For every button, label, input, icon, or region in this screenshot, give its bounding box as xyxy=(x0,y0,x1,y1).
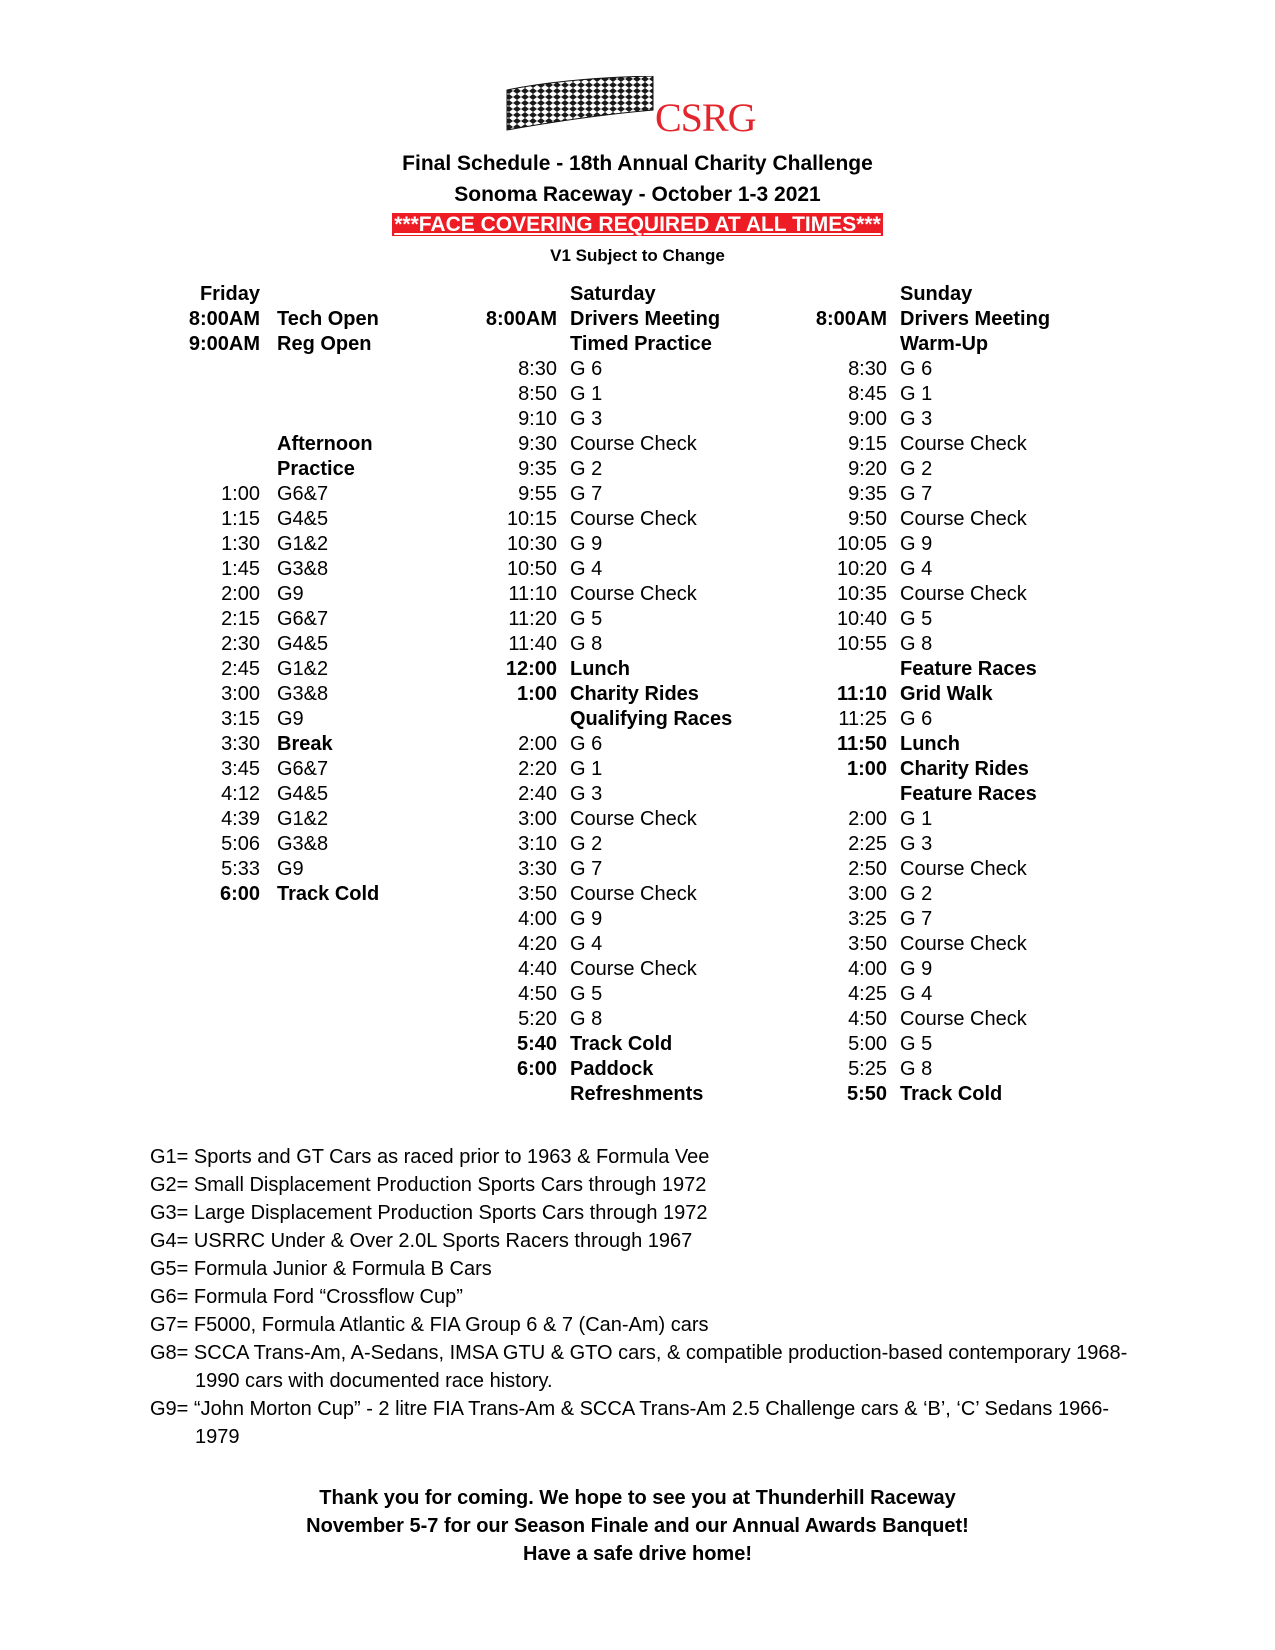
group-definition: G4= USRRC Under & Over 2.0L Sports Racers through 1967 xyxy=(150,1230,693,1252)
schedule-event: Track Cold xyxy=(570,1033,673,1055)
schedule-time: 8:30 xyxy=(518,358,557,380)
schedule-time: 3:30 xyxy=(221,733,260,755)
schedule-time: 5:06 xyxy=(221,833,260,855)
schedule-time: 2:00 xyxy=(518,733,557,755)
schedule-event: Course Check xyxy=(570,883,697,905)
csrg-logo xyxy=(505,76,765,138)
schedule-event: G 3 xyxy=(900,833,933,855)
schedule-time: 4:25 xyxy=(848,983,887,1005)
schedule-event: G1&2 xyxy=(277,658,329,680)
schedule-event: G 4 xyxy=(570,558,603,580)
schedule-time: 5:33 xyxy=(221,858,260,880)
schedule-time: 2:15 xyxy=(221,608,260,630)
schedule-time: 10:50 xyxy=(506,558,557,580)
schedule-event: Break xyxy=(277,733,333,755)
closing-line-1: Thank you for coming. We hope to see you at Thunderhill Raceway xyxy=(319,1487,956,1509)
schedule-time: 11:50 xyxy=(836,733,887,755)
schedule-event: G 7 xyxy=(570,483,603,505)
notice-text: ***FACE COVERING REQUIRED AT ALL TIMES*** xyxy=(394,213,881,236)
schedule-event: G1&2 xyxy=(277,533,329,555)
schedule-event: Track Cold xyxy=(900,1083,1003,1105)
closing-line-2: November 5-7 for our Season Finale and our Annual Awards Banquet! xyxy=(306,1515,969,1537)
schedule-event: G 5 xyxy=(570,608,603,630)
schedule-event: Feature Races xyxy=(900,783,1037,805)
schedule-time: 5:00 xyxy=(848,1033,887,1055)
schedule-time: 4:50 xyxy=(518,983,557,1005)
schedule-event: Course Check xyxy=(900,433,1027,455)
schedule-time: 3:50 xyxy=(848,933,887,955)
schedule-event: G 8 xyxy=(900,633,933,655)
schedule-time: 2:45 xyxy=(221,658,260,680)
schedule-time: 8:50 xyxy=(518,383,557,405)
schedule-time: 10:15 xyxy=(506,508,557,530)
schedule-event: G4&5 xyxy=(277,783,329,805)
group-definition: G7= F5000, Formula Atlantic & FIA Group 6 & 7 (Can-Am) cars xyxy=(150,1314,709,1336)
schedule-time: 1:00 xyxy=(516,683,557,705)
schedule-time: 11:20 xyxy=(508,608,557,630)
schedule-event: Course Check xyxy=(900,933,1027,955)
schedule-event: Tech Open xyxy=(277,308,379,330)
schedule-time: 4:20 xyxy=(518,933,557,955)
schedule-time: 1:45 xyxy=(221,558,260,580)
schedule-time: 3:00 xyxy=(848,883,887,905)
schedule-time: 2:30 xyxy=(221,633,260,655)
schedule-event: Afternoon xyxy=(277,433,373,455)
schedule-time: 10:20 xyxy=(836,558,887,580)
schedule-event: G4&5 xyxy=(277,508,329,530)
schedule-event: G 7 xyxy=(570,858,603,880)
schedule-time: 9:50 xyxy=(848,508,887,530)
schedule-time: 2:20 xyxy=(518,758,557,780)
schedule-event: G 9 xyxy=(900,533,933,555)
schedule-event: G9 xyxy=(277,583,304,605)
schedule-time: 3:00 xyxy=(518,808,557,830)
schedule-event: Practice xyxy=(277,458,355,480)
schedule-event: G 8 xyxy=(570,1008,603,1030)
schedule-event: G 8 xyxy=(900,1058,933,1080)
schedule-event: G 3 xyxy=(570,783,603,805)
schedule-time: 3:00 xyxy=(221,683,260,705)
face-covering-notice xyxy=(0,213,1275,237)
venue-dates: Sonoma Raceway - October 1-3 2021 xyxy=(454,183,821,206)
schedule-event: G6&7 xyxy=(277,608,329,630)
schedule-event: G 6 xyxy=(570,733,603,755)
schedule-event: Course Check xyxy=(900,508,1027,530)
schedule-time: 1:00 xyxy=(846,758,887,780)
schedule-event: Timed Practice xyxy=(570,333,712,355)
schedule-event: G 1 xyxy=(570,383,603,405)
schedule-time: 9:20 xyxy=(848,458,887,480)
schedule-time: 5:40 xyxy=(516,1033,557,1055)
group-definition: G2= Small Displacement Production Sports Cars through 1972 xyxy=(150,1174,707,1196)
schedule-time: 10:05 xyxy=(836,533,887,555)
schedule-event: G 4 xyxy=(570,933,603,955)
schedule-event: G 2 xyxy=(900,458,933,480)
schedule-event: G 7 xyxy=(900,908,933,930)
schedule-time: 10:35 xyxy=(836,583,887,605)
schedule-event: Feature Races xyxy=(900,658,1037,680)
group-definition: G6= Formula Ford “Crossflow Cup” xyxy=(150,1286,463,1308)
schedule-event: G 9 xyxy=(900,958,933,980)
schedule-event: Charity Rides xyxy=(900,758,1029,780)
schedule-time: 4:00 xyxy=(848,958,887,980)
schedule-event: G6&7 xyxy=(277,758,329,780)
schedule-event: Saturday xyxy=(570,283,656,305)
schedule-title: Final Schedule - 18th Annual Charity Challenge xyxy=(402,152,873,175)
schedule-time: 3:45 xyxy=(221,758,260,780)
group-legend xyxy=(150,1143,1150,1451)
schedule-time: 2:00 xyxy=(848,808,887,830)
schedule-event: G 2 xyxy=(570,458,603,480)
schedule-event: G9 xyxy=(277,858,304,880)
group-definition: G9= “John Morton Cup” - 2 litre FIA Trans-Am & SCCA Trans-Am 2.5 Challenge cars & ‘B’, ‘C’ Sedans 1966-1979 xyxy=(150,1398,1110,1448)
schedule-time: 5:25 xyxy=(848,1058,887,1080)
group-definition: G3= Large Displacement Production Sports Cars through 1972 xyxy=(150,1202,708,1224)
schedule-event: Lunch xyxy=(570,658,630,680)
schedule-event: Lunch xyxy=(900,733,960,755)
schedule-event: Course Check xyxy=(900,858,1027,880)
version-note: V1 Subject to Change xyxy=(550,246,725,265)
schedule-time: 8:45 xyxy=(848,383,887,405)
schedule-event: G 9 xyxy=(570,908,603,930)
schedule-time: 6:00 xyxy=(516,1058,557,1080)
schedule-event: G 3 xyxy=(570,408,603,430)
schedule-time: 11:10 xyxy=(836,683,887,705)
group-definition: G5= Formula Junior & Formula B Cars xyxy=(150,1258,492,1280)
schedule-time: 9:55 xyxy=(518,483,557,505)
schedule-event: Warm-Up xyxy=(900,333,989,355)
schedule-time: 9:30 xyxy=(518,433,557,455)
schedule-time: 9:35 xyxy=(848,483,887,505)
schedule-time: 1:30 xyxy=(221,533,260,555)
schedule-event: Grid Walk xyxy=(900,683,993,705)
schedule-time: 4:50 xyxy=(848,1008,887,1030)
schedule-event: Sunday xyxy=(900,283,973,305)
schedule-event: G4&5 xyxy=(277,633,329,655)
schedule-event: Paddock xyxy=(570,1058,654,1080)
schedule-event: G 1 xyxy=(900,383,933,405)
schedule-event: G 2 xyxy=(570,833,603,855)
schedule-event: G 8 xyxy=(570,633,603,655)
schedule-event: Course Check xyxy=(570,958,697,980)
schedule-time: 10:40 xyxy=(836,608,887,630)
schedule-time: 3:30 xyxy=(518,858,557,880)
schedule-event: Course Check xyxy=(570,433,697,455)
schedule-time: 5:20 xyxy=(518,1008,557,1030)
schedule-time: 8:00AM xyxy=(188,308,260,330)
schedule-event: Drivers Meeting xyxy=(900,308,1051,330)
schedule-event: G 2 xyxy=(900,883,933,905)
schedule-event: G3&8 xyxy=(277,833,329,855)
schedule-time: 10:55 xyxy=(836,633,887,655)
schedule-event: G 3 xyxy=(900,408,933,430)
schedule-time: 3:50 xyxy=(518,883,557,905)
schedule-time: 9:00AM xyxy=(188,333,260,355)
schedule-time: 9:35 xyxy=(518,458,557,480)
schedule-event: G 9 xyxy=(570,533,603,555)
schedule-time: 4:12 xyxy=(221,783,260,805)
schedule-time: 4:39 xyxy=(221,808,260,830)
schedule-event: Reg Open xyxy=(277,333,372,355)
schedule-time: 3:10 xyxy=(518,833,557,855)
schedule-time: 9:15 xyxy=(848,433,887,455)
schedule-time: 3:15 xyxy=(221,708,260,730)
group-definition: G8= SCCA Trans-Am, A-Sedans, IMSA GTU & GTO cars, & compatible production-based contemporary 1968-1990 cars with documented race history. xyxy=(150,1342,1128,1392)
schedule-event: G3&8 xyxy=(277,558,329,580)
schedule-event: G 5 xyxy=(570,983,603,1005)
schedule-time: 6:00 xyxy=(219,883,260,905)
schedule-time: 1:15 xyxy=(221,508,260,530)
schedule-event: Track Cold xyxy=(277,883,380,905)
tire-tread-icon xyxy=(505,76,655,132)
schedule-time: 8:00AM xyxy=(485,308,557,330)
schedule-time: 9:00 xyxy=(848,408,887,430)
day-heading: Friday xyxy=(199,283,260,305)
schedule-event: G 6 xyxy=(900,708,933,730)
schedule-time: 8:30 xyxy=(848,358,887,380)
schedule-event: Course Check xyxy=(570,508,697,530)
schedule-event: Course Check xyxy=(900,1008,1027,1030)
schedule-time: 8:00AM xyxy=(815,308,887,330)
schedule-event: Charity Rides xyxy=(570,683,699,705)
group-definition: G1= Sports and GT Cars as raced prior to 1963 & Formula Vee xyxy=(150,1146,710,1168)
logo-text: CSRG xyxy=(655,95,756,140)
schedule-time: 11:40 xyxy=(508,633,557,655)
schedule-event: Refreshments xyxy=(570,1083,704,1105)
schedule-time: 1:00 xyxy=(221,483,260,505)
schedule-time: 11:25 xyxy=(838,708,887,730)
schedule-event: Course Check xyxy=(900,583,1027,605)
schedule-event: G6&7 xyxy=(277,483,329,505)
schedule-event: G 1 xyxy=(900,808,933,830)
schedule-event: Course Check xyxy=(570,583,697,605)
schedule-time: 12:00 xyxy=(505,658,557,680)
schedule-time: 2:25 xyxy=(848,833,887,855)
schedule-time: 3:25 xyxy=(848,908,887,930)
closing-line-3: Have a safe drive home! xyxy=(523,1543,752,1565)
schedule-event: G 4 xyxy=(900,983,933,1005)
schedule-event: G1&2 xyxy=(277,808,329,830)
schedule-event: G 7 xyxy=(900,483,933,505)
schedule-event: G3&8 xyxy=(277,683,329,705)
schedule-event: G 1 xyxy=(570,758,603,780)
schedule-time: 11:10 xyxy=(508,583,557,605)
schedule-time: 2:50 xyxy=(848,858,887,880)
schedule-time: 5:50 xyxy=(846,1083,887,1105)
schedule-event: G 6 xyxy=(900,358,933,380)
schedule-event: Qualifying Races xyxy=(570,708,733,730)
schedule-time: 9:10 xyxy=(518,408,557,430)
schedule-event: G 6 xyxy=(570,358,603,380)
schedule-event: Drivers Meeting xyxy=(570,308,721,330)
schedule-time: 2:40 xyxy=(518,783,557,805)
schedule-event: G 5 xyxy=(900,608,933,630)
schedule-time: 10:30 xyxy=(506,533,557,555)
schedule-event: G 4 xyxy=(900,558,933,580)
schedule-event: G 5 xyxy=(900,1033,933,1055)
schedule-time: 2:00 xyxy=(221,583,260,605)
schedule-event: G9 xyxy=(277,708,304,730)
schedule-time: 4:00 xyxy=(518,908,557,930)
schedule-time: 4:40 xyxy=(518,958,557,980)
closing-message xyxy=(0,1484,1275,1568)
schedule-event: Course Check xyxy=(570,808,697,830)
